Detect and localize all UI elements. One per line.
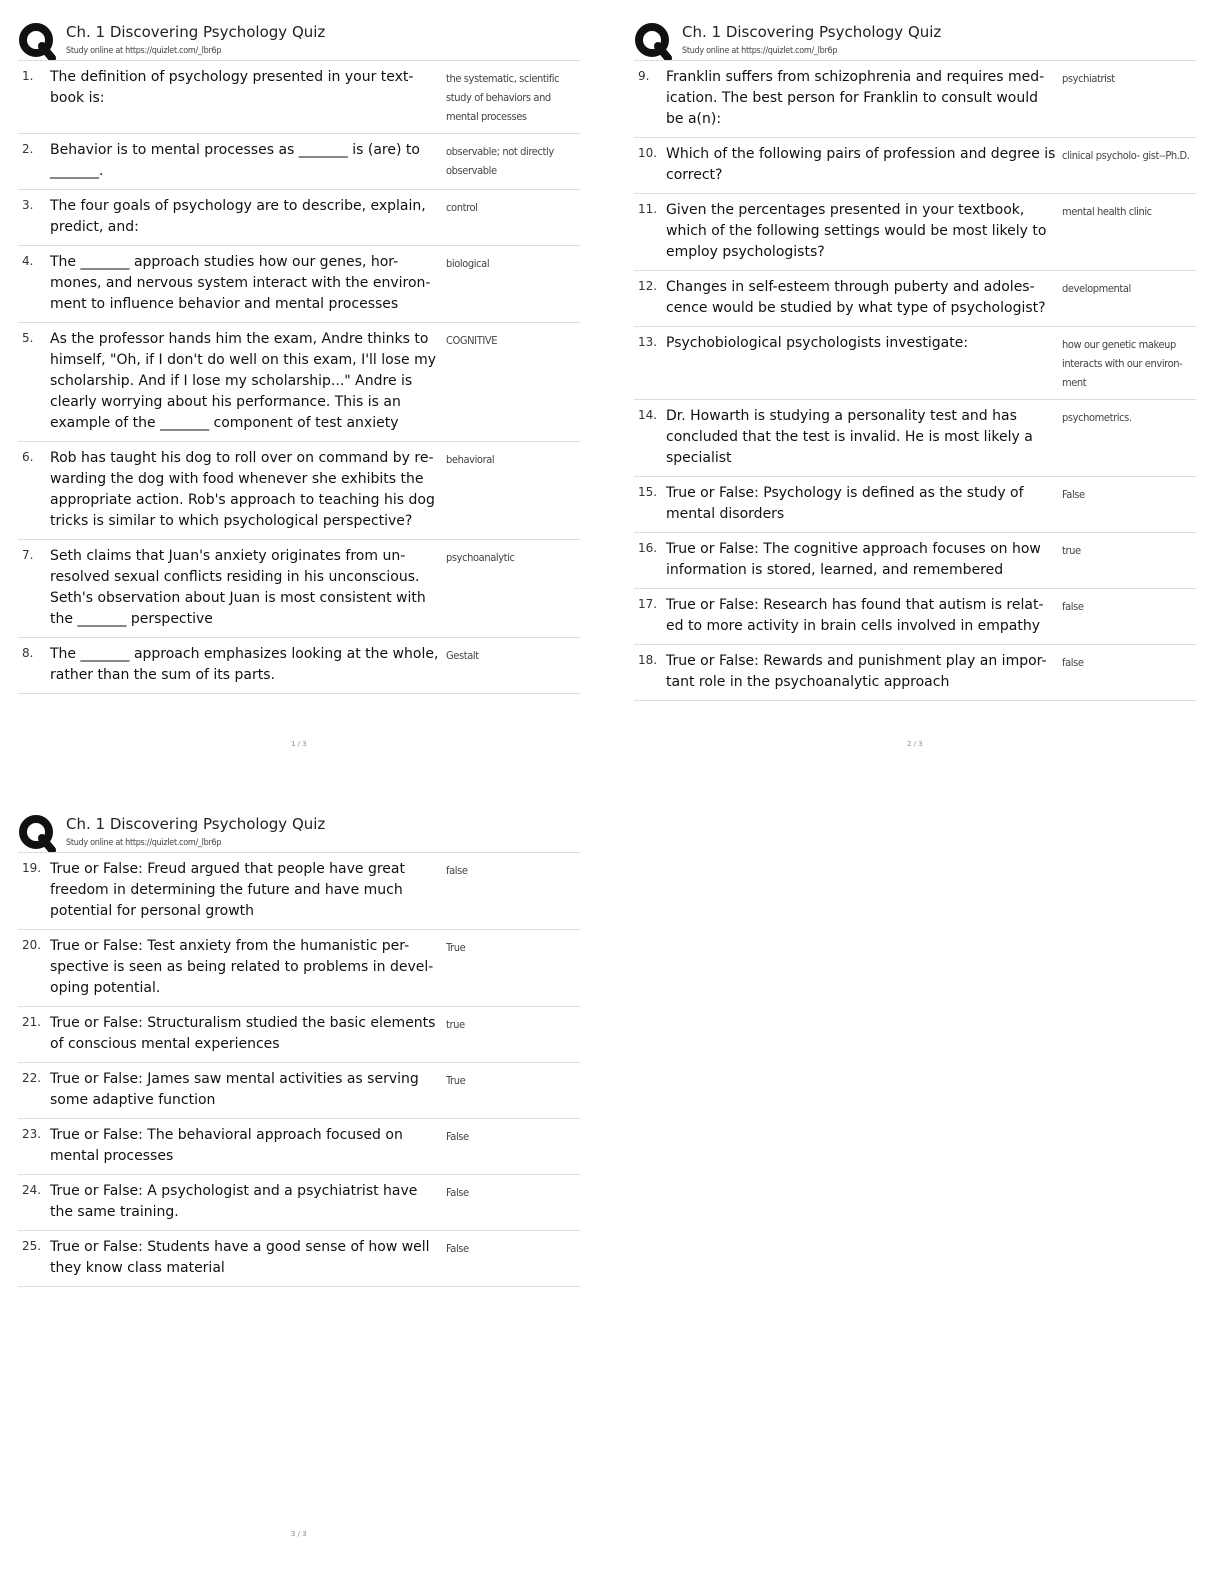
question-text: True or False: The cognitive approach focuses on how information is stored, learned, and remembered: [666, 541, 1041, 578]
quiz-page-2: [634, 20, 1196, 701]
question-number: 21.: [22, 1015, 42, 1029]
question-text: True or False: Research has found that autism is relat- ed to more activity in brain cells involved in empathy: [666, 597, 1044, 634]
page-title: Ch. 1 Discovering Psychology Quiz: [682, 23, 942, 41]
question-row: [18, 1119, 580, 1175]
page-number: 3 / 3: [291, 1530, 307, 1538]
question-number: 18.: [638, 653, 658, 667]
question-row: [18, 442, 580, 540]
question-number: 24.: [22, 1183, 42, 1197]
quizlet-logo-icon: [18, 22, 56, 60]
question-row: [18, 853, 580, 930]
question-number: 10.: [638, 146, 658, 160]
question-text: Psychobiological psychologists investigate:: [666, 335, 969, 351]
question-answer: observable; not directly observable: [446, 145, 554, 177]
study-online-link[interactable]: Study online at https://quizlet.com/_lbr6p: [682, 46, 838, 56]
question-text: True or False: James saw mental activities as serving some adaptive function: [50, 1071, 419, 1108]
question-row: [634, 327, 1196, 400]
question-number: 16.: [638, 541, 658, 555]
question-number: 22.: [22, 1071, 42, 1085]
question-number: 7.: [22, 548, 34, 562]
question-number: 11.: [638, 202, 658, 216]
page-number: 1 / 3: [291, 740, 307, 748]
question-list: [18, 60, 580, 694]
question-number: 19.: [22, 861, 42, 875]
question-answer: false: [446, 864, 468, 877]
question-text: Franklin suffers from schizophrenia and requires med- ication. The best person for Franklin to consult would be a(n):: [666, 69, 1045, 127]
question-text: True or False: Psychology is defined as the study of mental disorders: [666, 485, 1024, 522]
question-text: Which of the following pairs of profession and degree is correct?: [666, 146, 1056, 183]
question-answer: control: [446, 201, 478, 214]
question-row: [18, 61, 580, 134]
question-answer: COGNITIVE: [446, 334, 498, 347]
question-answer: behavioral: [446, 453, 495, 466]
question-list: [18, 852, 580, 1287]
question-number: 14.: [638, 408, 658, 422]
question-number: 25.: [22, 1239, 42, 1253]
question-text: Changes in self-esteem through puberty and adoles- cence would be studied by what type of psychologist?: [666, 279, 1046, 316]
page-title: Ch. 1 Discovering Psychology Quiz: [66, 815, 326, 833]
question-answer: True: [446, 941, 466, 954]
question-number: 17.: [638, 597, 658, 611]
question-row: [18, 930, 580, 1007]
question-answer: false: [1062, 656, 1084, 669]
question-text: Given the percentages presented in your textbook, which of the following settings would be most likely to employ psychologists?: [666, 202, 1047, 260]
question-row: [634, 589, 1196, 645]
question-number: 2.: [22, 142, 34, 156]
question-row: [634, 645, 1196, 701]
question-row: [18, 1007, 580, 1063]
question-answer: psychiatrist: [1062, 72, 1115, 85]
question-row: [634, 533, 1196, 589]
question-answer: psychoanalytic: [446, 551, 515, 564]
study-online-link[interactable]: Study online at https://quizlet.com/_lbr6p: [66, 838, 222, 848]
question-answer: mental health clinic: [1062, 205, 1152, 218]
quiz-page-1: [18, 20, 580, 694]
question-row: [634, 400, 1196, 477]
question-number: 15.: [638, 485, 658, 499]
question-number: 6.: [22, 450, 34, 464]
question-text: Behavior is to mental processes as _______ is (are) to _______.: [50, 142, 420, 179]
study-online-link[interactable]: Study online at https://quizlet.com/_lbr6p: [66, 46, 222, 56]
question-number: 9.: [638, 69, 650, 83]
question-text: The _______ approach studies how our genes, hor- mones, and nervous system interact with the environ- ment to influence behavior and mental processes: [50, 254, 431, 312]
question-text: True or False: Test anxiety from the humanistic per- spective is seen as being related to problems in devel- oping potential.: [50, 938, 434, 996]
question-text: Rob has taught his dog to roll over on command by re- warding the dog with food whenever she exhibits the appropriate action. Rob's approach to teaching his dog tricks is similar to which psychological perspective?: [50, 450, 435, 529]
quizlet-logo-icon: [634, 22, 672, 60]
question-text: True or False: Freud argued that people have great freedom in determining the future and have much potential for personal growth: [50, 861, 405, 919]
question-text: True or False: A psychologist and a psychiatrist have the same training.: [50, 1183, 418, 1220]
question-text: True or False: Students have a good sense of how well they know class material: [50, 1239, 430, 1276]
page-title: Ch. 1 Discovering Psychology Quiz: [66, 23, 326, 41]
question-answer: psychometrics.: [1062, 411, 1132, 424]
question-answer: how our genetic makeup interacts with our environ- ment: [1062, 338, 1183, 389]
question-row: [18, 638, 580, 694]
question-number: 1.: [22, 69, 34, 83]
question-answer: clinical psycholo- gist--Ph.D.: [1062, 149, 1190, 162]
question-number: 4.: [22, 254, 34, 268]
question-number: 23.: [22, 1127, 42, 1141]
question-text: As the professor hands him the exam, Andre thinks to himself, "Oh, if I don't do well on this exam, I'll lose my scholarship. And if I lose my scholarship..." Andre is clearly worrying about his performance. This is an example of the _______ component of test anxiety: [50, 331, 437, 431]
question-row: [634, 477, 1196, 533]
question-answer: true: [446, 1018, 465, 1031]
question-answer: developmental: [1062, 282, 1131, 295]
quizlet-logo-icon: [18, 814, 56, 852]
question-row: [18, 1231, 580, 1287]
question-row: [18, 190, 580, 246]
question-number: 20.: [22, 938, 42, 952]
question-text: The four goals of psychology are to describe, explain, predict, and:: [50, 198, 426, 235]
question-row: [634, 194, 1196, 271]
question-row: [634, 138, 1196, 194]
question-number: 5.: [22, 331, 34, 345]
page-header: [18, 20, 580, 60]
question-answer: False: [446, 1242, 469, 1255]
question-number: 12.: [638, 279, 658, 293]
question-answer: the systematic, scientific study of behaviors and mental processes: [446, 72, 560, 123]
question-number: 3.: [22, 198, 34, 212]
page-header: [634, 20, 1196, 60]
question-answer: False: [1062, 488, 1085, 501]
question-row: [634, 271, 1196, 327]
question-answer: False: [446, 1186, 469, 1199]
question-text: True or False: The behavioral approach focused on mental processes: [50, 1127, 403, 1164]
question-list: [634, 60, 1196, 701]
question-text: True or False: Rewards and punishment play an impor- tant role in the psychoanalytic approach: [666, 653, 1047, 690]
question-number: 13.: [638, 335, 658, 349]
page-header: [18, 812, 580, 852]
question-text: Seth claims that Juan's anxiety originates from un- resolved sexual conflicts residing in his unconscious. Seth's observation about Juan is most consistent with the _______ perspective: [50, 548, 426, 627]
question-answer: false: [1062, 600, 1084, 613]
question-row: [634, 61, 1196, 138]
question-text: Dr. Howarth is studying a personality test and has concluded that the test is invalid. He is most likely a specialist: [666, 408, 1033, 466]
quiz-page-3: [18, 812, 580, 1287]
question-answer: Gestalt: [446, 649, 479, 662]
question-answer: False: [446, 1130, 469, 1143]
question-row: [18, 246, 580, 323]
question-row: [18, 1063, 580, 1119]
question-row: [18, 323, 580, 442]
question-text: The _______ approach emphasizes looking at the whole, rather than the sum of its parts.: [50, 646, 439, 683]
question-row: [18, 134, 580, 190]
question-number: 8.: [22, 646, 34, 660]
question-answer: biological: [446, 257, 490, 270]
question-answer: True: [446, 1074, 466, 1087]
question-text: True or False: Structuralism studied the basic elements of conscious mental experiences: [50, 1015, 436, 1052]
question-row: [18, 540, 580, 638]
question-row: [18, 1175, 580, 1231]
question-text: The definition of psychology presented in your text- book is:: [50, 69, 414, 106]
page-number: 2 / 3: [907, 740, 923, 748]
question-answer: true: [1062, 544, 1081, 557]
